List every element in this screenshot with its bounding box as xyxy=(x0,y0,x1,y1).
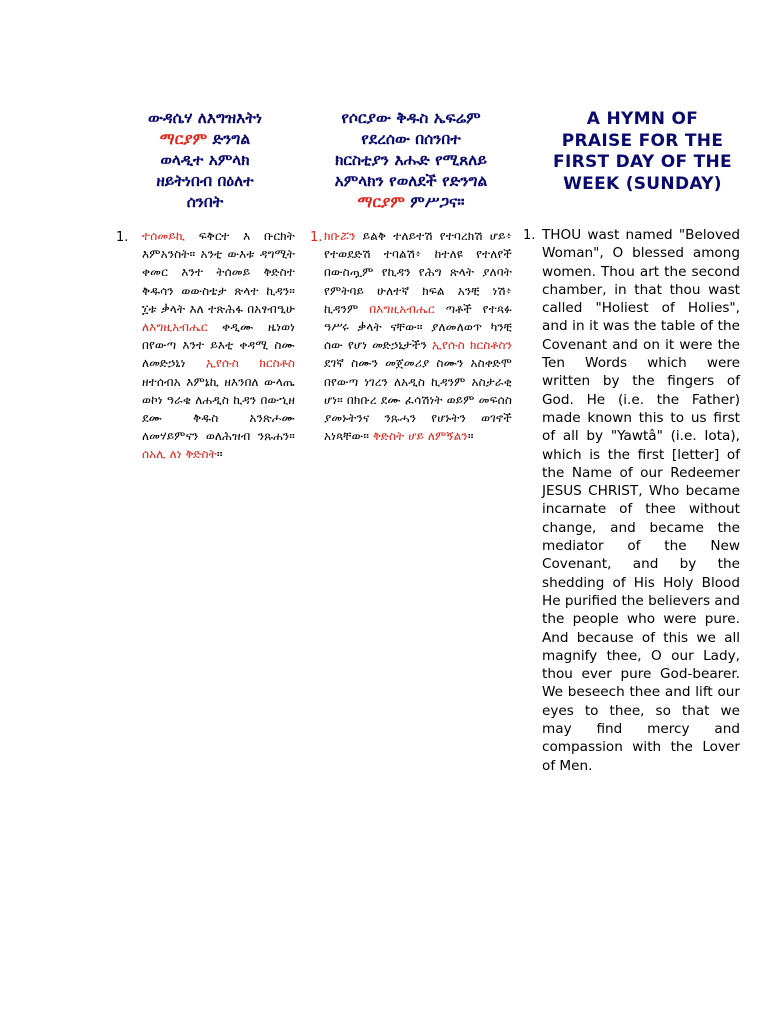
paragraph-text: ። xyxy=(467,429,474,444)
amharic-heading-line: የደረሰው በሰንበተ xyxy=(361,130,461,148)
amharic-paragraph xyxy=(324,227,512,445)
amharic-heading-line: ክርስቲያን እሑድ የሚጸለይ xyxy=(335,151,487,169)
highlighted-text: ክቡሯን xyxy=(324,229,356,243)
geez-heading-line: ሰንበት xyxy=(186,193,224,211)
geez-heading-line xyxy=(110,129,300,150)
amharic-heading-line: የሶርያው ቅዱስ ኤፍሬም xyxy=(341,109,481,127)
highlighted-text: ለእግዚአብሔር xyxy=(142,320,208,335)
geez-heading-line: ወላዲተ አምላክ xyxy=(160,151,250,169)
amharic-heading-line: አምላክን የወለደች የድንግል xyxy=(334,172,488,190)
paragraph-text: ጣቶች የተጻፉ ዓሥሩ ቃላት ናቸው። ያለመለወጥ ካንቺ ሰው የሆነ መድኃኒታችን xyxy=(324,301,512,353)
paragraph-text: ይልቅ ተለይተሽ የተባረክሽ ሆይ፥ የተወደድሽ ተባልሽ፥ ከተለዩ የተለየች በውስጧም የኪዳን የሕግ ጽላት ያለባት የምትባይ ሁለተኛ ክፍል አንቺ ነሽ፥ ኪዳንም xyxy=(324,229,512,316)
geez-heading-highlight: ማርያም xyxy=(159,130,208,148)
paragraph-text: ደገኛ ስሙን መጀመሪያ ስሙን አስቀድሞ በየውጣ ነገረን ለአዲስ ኪዳንም አስታራቂ ሆነ። በክቡረ ደሙ ፈሳሽነት ወይም መፍሰስ ያመኑትንና ንጹሓን የሆኑትን ወገኖች አነጻቸው። xyxy=(324,356,512,444)
amharic-heading xyxy=(304,108,518,213)
highlighted-text: ቅድስት ሆይ ለምኝልን xyxy=(372,429,468,444)
highlighted-text: ሰአሊ ለነ ቅድስት xyxy=(142,447,217,462)
geez-item-number: 1. xyxy=(116,230,129,245)
english-heading xyxy=(540,109,745,195)
highlighted-text: ኢየሱስ ክርስቶስ xyxy=(205,356,295,371)
highlighted-text: ተሰመይኪ xyxy=(142,229,186,243)
amharic-heading-highlight: ማርያም xyxy=(357,193,405,211)
geez-heading-text: ድንግል xyxy=(207,130,251,148)
paragraph-text: ፍቅርተ እ ቡርክት እምአንስት። አንቲ ውእቱ ዳግሚት ቀመር እንተ ትሰመይ ቅድስተ ቅዱሳን ወውስቴታ ጽላተ ኪዳን። ፲ቱ ቃላት እለ ተጽሕፋ በአፃብዒሁ xyxy=(142,229,295,316)
amharic-heading-text: ምሥጋና። xyxy=(404,193,465,211)
english-heading-line: PRAISE FOR THE xyxy=(561,130,724,151)
amharic-heading-line xyxy=(304,192,518,213)
highlighted-text: በእግዚአብሔር xyxy=(369,301,435,316)
amharic-item-number: 1. xyxy=(310,230,323,245)
geez-heading-line: ውዳሴሃ ለእግዝእትነ xyxy=(148,109,262,127)
paragraph-text: ። xyxy=(216,447,223,462)
english-paragraph: THOU wast named "Beloved Woman", O blessed among women. Thou art the second chamber, in that thou wast called "Holiest of Holies", and in it was the table of the Covenant and on it were the Ten Words which were written by the fingers of God. He (i.e. the Father) made known this to us first of all by "Yawtâ" (i.e. Iota), which is the first [letter] of the Name of our Redeemer JESUS CHRIST, Who became incarnate of thee without change, and became the mediator of the New Covenant, and by the shedding of His Holy Blood He purified the believers and the people who were pure. And because of this we all magnify thee, O our Lady, thou ever pure God-bearer. We beseech thee and lift our eyes to thee, so that we may find mercy and compassion with the Lover of Men. xyxy=(542,227,740,774)
geez-heading xyxy=(110,108,300,213)
english-heading-line: WEEK (SUNDAY) xyxy=(563,173,722,194)
paragraph-text: ቀዲሙ ዜነወነ በየውጣ እንተ ይእቲ ቀዳሚ ስሙ ለመድኃኒነ xyxy=(142,320,295,371)
geez-heading-line: ዘይትነበብ በዕለተ xyxy=(156,172,254,190)
english-item-number: 1. xyxy=(523,228,536,243)
geez-paragraph xyxy=(142,227,295,464)
english-heading-line: FIRST DAY OF THE xyxy=(553,152,732,172)
highlighted-text: ኢየሱስ ክርስቶስን xyxy=(431,338,512,353)
english-heading-line: A HYMN OF xyxy=(586,109,699,129)
paragraph-text: ዘተሰብአ እምኔኪ ዘእንበለ ውላጤ ወኮነ ዓራቄ ለሐዲስ ኪዳን በውኂዘ ደሙ ቅዱስ አንጽሖሙ ለመሃይምናን ወለሕዝብ ንጹሐን። xyxy=(142,374,295,444)
